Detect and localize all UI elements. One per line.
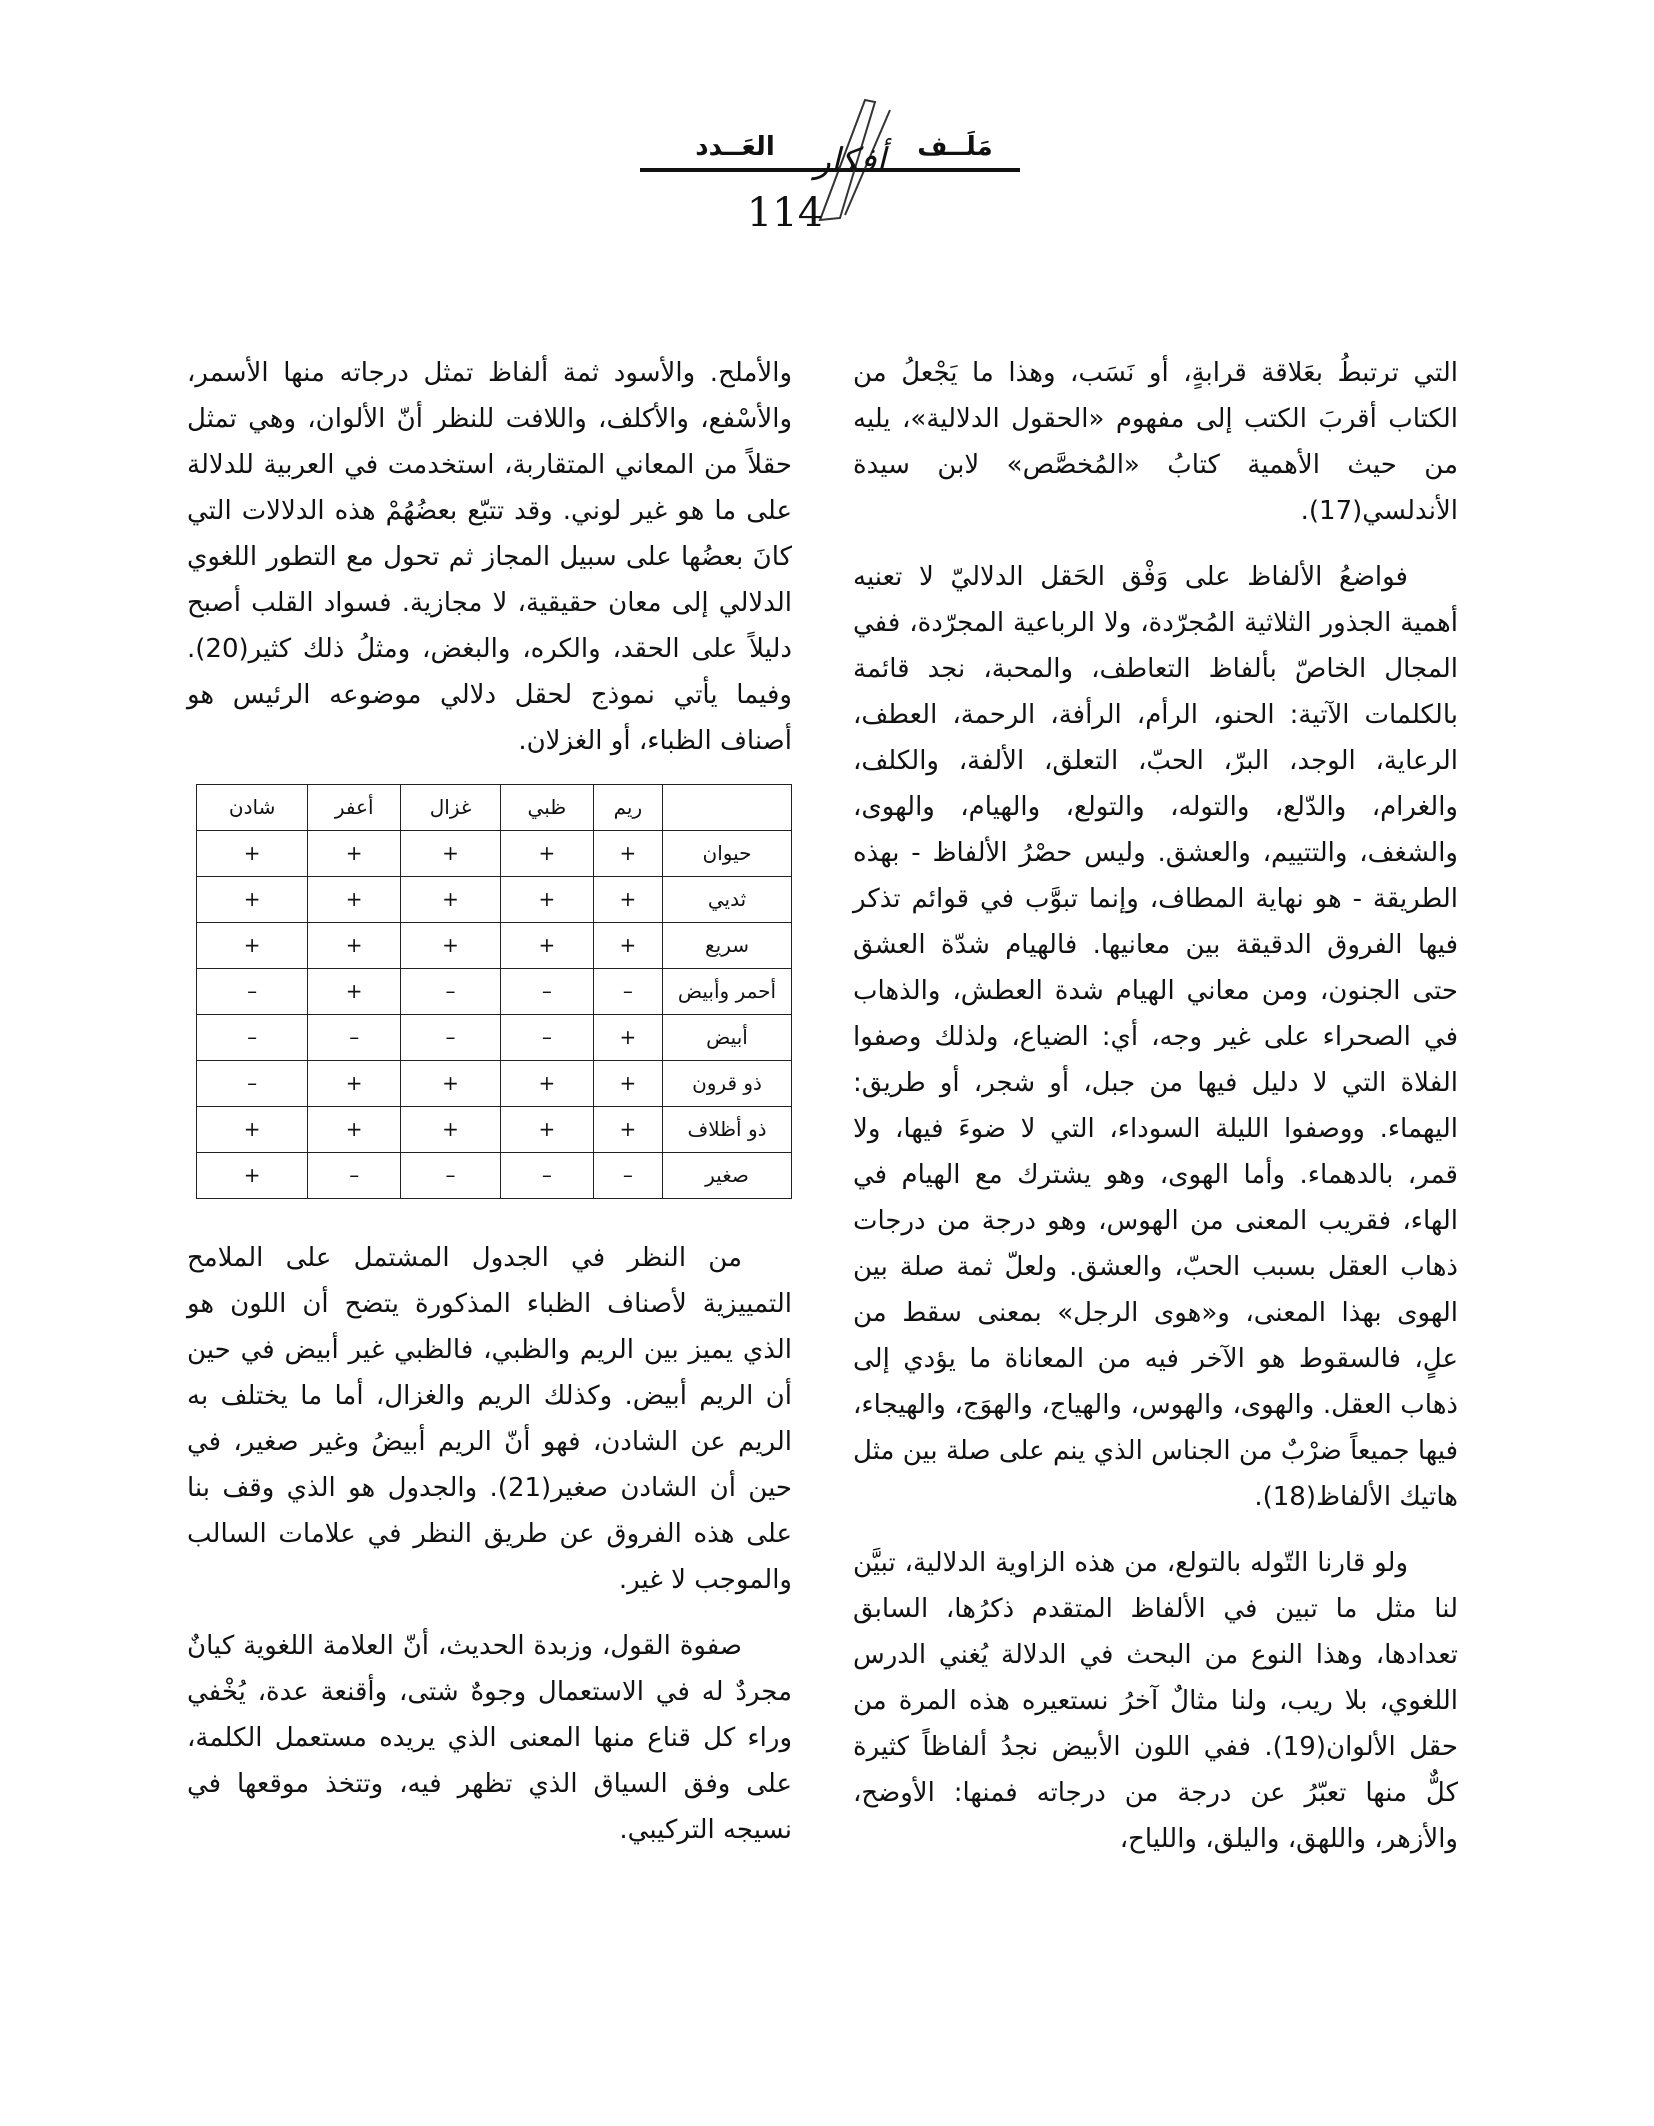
table-cell: +: [500, 831, 593, 877]
logo-text: أفكار: [814, 141, 886, 181]
header-issue-label: العَــدد: [695, 132, 775, 162]
table-cell: +: [401, 1061, 501, 1107]
row-label: ذو أظلاف: [663, 1107, 792, 1153]
table-header-cell: ريم: [593, 785, 662, 831]
table-cell: +: [197, 877, 308, 923]
row-label: أحمر وأبيض: [663, 969, 792, 1015]
table-cell: –: [500, 1015, 593, 1061]
table-cell: +: [308, 831, 401, 877]
table-row: [197, 1061, 792, 1107]
paragraph: صفوة القول، وزبدة الحديث، أنّ العلامة اللغوية كيانٌ مجردٌ له في الاستعمال وجوهٌ شتى، وأقنعة عدة، يُخْفي وراء كل قناع منها المعنى الذي يريده مستعمل الكلمة، على وفق السياق الذي تظهر فيه، وتتخذ موقعها في نسيجه التركيبي.: [187, 1631, 792, 1845]
table-cell: +: [401, 1107, 501, 1153]
table-cell: +: [593, 1015, 662, 1061]
table-cell: +: [593, 831, 662, 877]
table-cell: +: [401, 831, 501, 877]
table-cell: +: [308, 1061, 401, 1107]
paragraph: من النظر في الجدول المشتمل على الملامح التمييزية لأصناف الظباء المذكورة يتضح أن اللون هو الذي يميز بين الريم والظبي، فالظبي غير أبيض في حين أن الريم أبيض. وكذلك الريم والغزال، أما ما يختلف به الريم عن الشادن، فهو أنّ الريم أبيضُ وغير صغير، في حين أن الشادن صغير(21). والجدول هو الذي وقف بنا على هذه الفروق عن طريق النظر في علامات السالب والموجب لا غير.: [187, 1243, 792, 1595]
table-cell: +: [593, 923, 662, 969]
table-cell: +: [197, 1107, 308, 1153]
right-column: [853, 350, 1458, 1882]
table-header-cell: [663, 785, 792, 831]
table-cell: +: [197, 1153, 308, 1199]
table-cell: –: [197, 1015, 308, 1061]
table-header-cell: غزال: [401, 785, 501, 831]
table-cell: –: [401, 1015, 501, 1061]
table-cell: +: [593, 1061, 662, 1107]
table-row: [197, 877, 792, 923]
page-number: 114: [746, 190, 824, 236]
table-cell: –: [500, 969, 593, 1015]
table-cell: +: [308, 1107, 401, 1153]
table-cell: +: [308, 923, 401, 969]
table-row: [197, 969, 792, 1015]
row-label: صغير: [663, 1153, 792, 1199]
row-label: أبيض: [663, 1015, 792, 1061]
table-cell: +: [500, 1061, 593, 1107]
table-cell: +: [593, 1107, 662, 1153]
table-cell: +: [308, 877, 401, 923]
table-cell: +: [500, 877, 593, 923]
left-column: [187, 350, 792, 1873]
table-cell: +: [197, 923, 308, 969]
table-row: [197, 923, 792, 969]
table-header-cell: شادن: [197, 785, 308, 831]
row-label: ذو قرون: [663, 1061, 792, 1107]
row-label: حيوان: [663, 831, 792, 877]
table-cell: +: [401, 923, 501, 969]
table-header-cell: ظبي: [500, 785, 593, 831]
paragraph: ولو قارنا التّوله بالتولع، من هذه الزاوية الدلالية، تبيَّن لنا مثل ما تبين في الألفاظ المتقدم ذكرُها، السابق تعدادها، وهذا النوع من البحث في الدلالة يُغني الدرس اللغوي، بلا ريب، ولنا مثالٌ آخرُ نستعيره هذه المرة من حقل الألوان(19). ففي اللون الأبيض نجدُ ألفاظاً كثيرة كلٌّ منها تعبّرُ عن درجة من درجاته فمنها: الأوضح، والأزهر، واللهق، واليلق، واللياح،: [853, 1548, 1459, 1854]
table-cell: +: [500, 1107, 593, 1153]
table-cell: –: [401, 1153, 501, 1199]
table-header-row: [197, 785, 792, 831]
gazelle-features-table: [196, 784, 792, 1199]
table-cell: –: [197, 969, 308, 1015]
table-cell: –: [308, 1015, 401, 1061]
table-cell: +: [593, 877, 662, 923]
paragraph: والأملح. والأسود ثمة ألفاظ تمثل درجاته منها الأسمر، والأسْفع، والأكلف، واللافت للنظر أنّ الألوان، وهي تمثل حقلاً من المعاني المتقاربة، استخدمت في العربية للدلالة على ما هو غير لوني. وقد تتبّع بعضُهُمْ هذه الدلالات التي كانَ بعضُها على سبيل المجاز ثم تحول مع التطور اللغوي الدلالي إلى معان حقيقية، لا مجازية. فسواد القلب أصبح دليلاً على الحقد، والكره، والبغض، ومثلُ ذلك كثير(20). وفيما يأتي نموذج لحقل دلالي موضوعه الرئيس هو أصناف الظباء، أو الغزلان.: [187, 358, 792, 756]
row-label: ثديي: [663, 877, 792, 923]
table-row: [197, 831, 792, 877]
row-label: سريع: [663, 923, 792, 969]
table-cell: –: [593, 969, 662, 1015]
table-cell: –: [500, 1153, 593, 1199]
paragraph: التي ترتبطُ بعَلاقة قرابةٍ، أو نَسَب، وهذا ما يَجْعلُ من الكتاب أقربَ الكتب إلى مفهوم «الحقول الدلالية»، يليه من حيث الأهمية كتابُ «المُخصَّص» لابن سيدة الأندلسي(17).: [853, 358, 1458, 526]
table-cell: –: [401, 969, 501, 1015]
table-row: [197, 1153, 792, 1199]
table-cell: –: [308, 1153, 401, 1199]
paragraph: فواضعُ الألفاظ على وَفْق الحَقل الدلاليّ لا تعنيه أهمية الجذور الثلاثية المُجرّدة، ولا الرباعية المجرّدة، ففي المجال الخاصّ بألفاظ التعاطف، والمحبة، نجد قائمة بالكلمات الآتية: الحنو، الرأم، الرأفة، الرحمة، العطف، الرعاية، الوجد، البرّ، الحبّ، التعلق، الألفة، والكلف، والغرام، والدّلع، والتوله، والتولع، والهيام، والهوى، والشغف، والتتييم، والعشق. وليس حصْرُ الألفاظ - بهذه الطريقة - هو نهاية المطاف، وإنما تبوَّب في قوائم تذكر فيها الفروق الدقيقة بين معانيها. فالهيام شدّة العشق حتى الجنون، ومن معاني الهيام شدة العطش، والذهاب في الصحراء على غير وجه، أي: الضياع، ولذلك وصفوا الفلاة التي لا دليل فيها من جبل، أو شجر، أو طريق: اليهماء. ووصفوا الليلة السوداء، التي لا ضوءَ فيها، ولا قمر، بالدهماء. وأما الهوى، وهو يشترك مع الهيام في الهاء، فقريب المعنى من الهوس، وهو درجة من درجات ذهاب العقل بسبب الحبّ، والعشق. ولعلّ ثمة صلة بين الهوى بهذا المعنى، و«هوى الرجل» بمعنى سقط من علٍ، فالسقوط هو الآخر فيه من المعاناة ما يؤدي إلى ذهاب العقل. والهوى، والهوس، والهياج، والهوَج، والهيجاء، فيها جميعاً ضرْبٌ من الجناس الذي ينم على صلة بين مثل هاتيك الألفاظ(18).: [853, 562, 1458, 1512]
table-cell: +: [500, 923, 593, 969]
table-row: [197, 1015, 792, 1061]
table-cell: +: [197, 831, 308, 877]
table-cell: –: [593, 1153, 662, 1199]
table-cell: +: [401, 877, 501, 923]
header-section-label: مَلَــف: [917, 132, 993, 162]
table-row: [197, 1107, 792, 1153]
table-cell: –: [197, 1061, 308, 1107]
table-cell: +: [308, 969, 401, 1015]
table-header-cell: أعفر: [308, 785, 401, 831]
